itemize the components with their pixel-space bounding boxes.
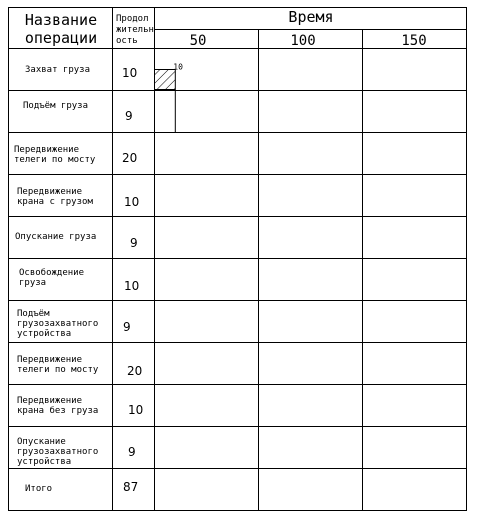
operation-duration: 10 — [124, 279, 140, 293]
header-duration-line3: ость — [116, 36, 138, 46]
operation-name: Передвижение — [17, 355, 83, 365]
operation-duration: 9 — [130, 236, 138, 250]
operation-name: Передвижение — [17, 396, 83, 406]
table-row — [17, 396, 143, 417]
operation-duration: 10 — [124, 195, 140, 209]
table-row — [25, 65, 137, 80]
operation-duration: 9 — [125, 109, 133, 123]
operation-name: грузозахватного — [17, 447, 99, 457]
total-label: Итого — [25, 484, 53, 494]
time-tick-100: 100 — [290, 33, 316, 49]
operation-name: крана с грузом — [17, 197, 93, 207]
table-row — [23, 101, 133, 123]
time-tick-150: 150 — [401, 33, 427, 49]
total-row — [25, 480, 138, 494]
total-value: 87 — [123, 480, 139, 494]
operation-name: Опускание груза — [15, 232, 97, 242]
table-row — [17, 355, 142, 378]
operation-name: телеги по мосту — [17, 365, 99, 375]
gantt-bars — [155, 63, 184, 133]
operation-duration: 20 — [127, 364, 143, 378]
header-duration-line1: Продол — [116, 14, 149, 24]
operation-name: телеги по мосту — [14, 155, 96, 165]
table-body — [14, 65, 143, 494]
table-row — [17, 309, 131, 339]
operation-duration: 9 — [128, 445, 136, 459]
operation-name: Освобождение — [19, 268, 85, 278]
operation-name: грузозахватного — [17, 319, 99, 329]
operation-duration: 9 — [123, 320, 131, 334]
header-duration-line2: жительн — [116, 25, 154, 35]
gantt-bar-0 — [155, 70, 176, 90]
operation-duration: 10 — [128, 403, 144, 417]
operation-duration: 20 — [122, 151, 138, 165]
operation-name: груза — [19, 278, 47, 288]
operation-name: Передвижение — [14, 145, 80, 155]
gantt-bar-label-0: 10 — [173, 62, 183, 72]
operation-name: Захват груза — [25, 65, 91, 75]
operation-name: Опускание — [17, 437, 66, 447]
header-operation-line1: Название — [24, 11, 98, 29]
operation-name: устройства — [17, 329, 72, 339]
table-row — [19, 267, 139, 293]
operation-name: крана без груза — [17, 406, 99, 416]
table-row — [15, 232, 138, 250]
header-time: Время — [288, 8, 334, 26]
header — [25, 8, 427, 49]
operation-name: Подъём груза — [23, 101, 89, 111]
operation-name: Передвижение — [17, 187, 83, 197]
table-row — [17, 437, 136, 467]
time-tick-50: 50 — [189, 33, 207, 49]
header-operation-line2: операции — [24, 29, 98, 47]
operation-duration: 10 — [122, 66, 138, 80]
table-row — [14, 145, 137, 165]
operation-name: Подъём — [17, 309, 50, 319]
table-row — [17, 187, 139, 209]
table-grid — [9, 8, 467, 511]
operation-name: устройства — [17, 457, 72, 467]
